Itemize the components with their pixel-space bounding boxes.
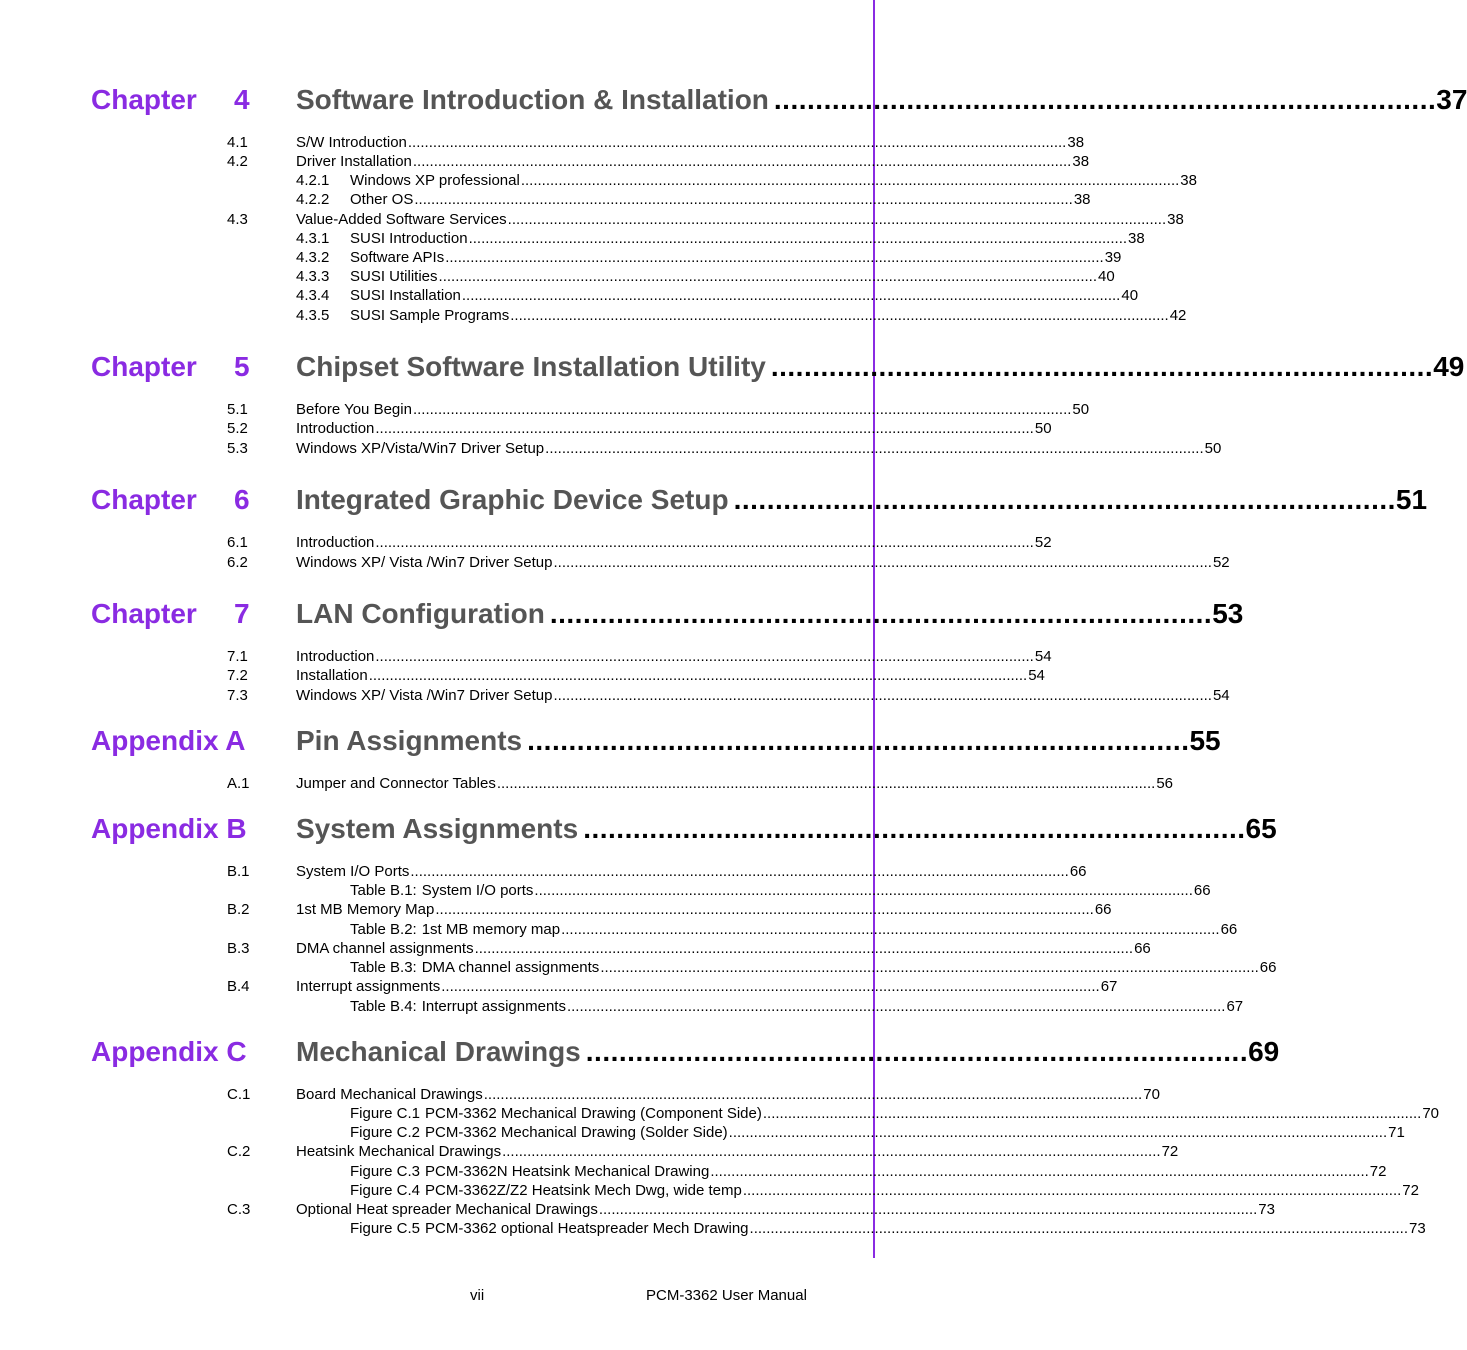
entry-title: PCM-3362 Mechanical Drawing (Component Side): [425, 1105, 762, 1122]
entry-page: 54: [1212, 687, 1230, 704]
entry-page: 38: [1167, 211, 1184, 228]
toc-table-entry[interactable]: Table B.2: 1st MB memory map .............................................................................................................................................................. 66: [350, 921, 1238, 938]
entry-title: SUSI Utilities: [350, 268, 438, 285]
entry-title: DMA channel assignments: [296, 940, 474, 957]
entry-page: 50: [1204, 440, 1222, 457]
entry-number: 5.1: [227, 401, 248, 418]
entry-number: 6.2: [227, 554, 248, 571]
entry-title: Introduction: [296, 648, 375, 665]
toc-figure-entry[interactable]: Figure C.1 PCM-3362 Mechanical Drawing (Component Side) .............................................................................................................................................................. 70: [350, 1105, 1440, 1122]
toc-entry[interactable]: 6.1 Introduction .............................................................................................................................................................. 52: [227, 534, 1052, 551]
chapter-title: Mechanical Drawings: [296, 1036, 581, 1067]
entry-page: 50: [1034, 420, 1052, 437]
entry-title: Optional Heat spreader Mechanical Drawings: [296, 1201, 598, 1218]
entry-number: 4.1: [227, 134, 248, 151]
entry-title: System I/O ports: [421, 882, 534, 899]
toc-entry[interactable]: B.2 1st MB Memory Map .............................................................................................................................................................. 66: [227, 901, 1112, 918]
chapter-number: 6: [234, 484, 250, 515]
toc-table-entry[interactable]: Table B.1: System I/O ports .............................................................................................................................................................. 66: [350, 882, 1211, 899]
toc-figure-entry[interactable]: Figure C.5 PCM-3362 optional Heatspreader Mech Drawing .............................................................................................................................................................. 73: [350, 1220, 1426, 1237]
entry-page: 40: [1098, 268, 1115, 285]
caption-label: Figure C.5: [350, 1220, 421, 1237]
entry-page: 71: [1388, 1124, 1405, 1141]
toc-subentry[interactable]: 4.3.4 SUSI Installation .............................................................................................................................................................. 40: [296, 287, 1139, 304]
entry-number: A.1: [227, 775, 250, 792]
entry-page: 73: [1409, 1220, 1426, 1237]
entry-title: Heatsink Mechanical Drawings: [296, 1143, 502, 1160]
entry-page: 73: [1258, 1201, 1275, 1218]
toc-table-entry[interactable]: Table B.3: DMA channel assignments .............................................................................................................................................................. 66: [350, 959, 1277, 976]
entry-title: Introduction: [296, 534, 375, 551]
toc-subentry[interactable]: 4.3.1 SUSI Introduction .............................................................................................................................................................. 38: [296, 230, 1145, 247]
entry-number: 7.2: [227, 667, 248, 684]
entry-page: 66: [1259, 959, 1277, 976]
toc-entry[interactable]: 5.2 Introduction .............................................................................................................................................................. 50: [227, 420, 1052, 437]
entry-page: 72: [1369, 1163, 1387, 1180]
entry-page: 50: [1072, 401, 1090, 418]
entry-title: Interrupt assignments: [296, 978, 441, 995]
caption-label: Table B.4:: [350, 998, 417, 1015]
toc-entry[interactable]: 7.3 Windows XP/ Vista /Win7 Driver Setup .............................................................................................................................................................. 54: [227, 687, 1230, 704]
entry-title: 1st MB memory map: [421, 921, 561, 938]
entry-number: 4.3.1: [296, 230, 330, 247]
entry-page: 38: [1180, 172, 1197, 189]
entry-title: PCM-3362 optional Heatspreader Mech Drawing: [425, 1220, 749, 1237]
chapter-label: Chapter: [91, 484, 197, 515]
chapter-title: Pin Assignments: [296, 725, 523, 756]
chapter-title: Integrated Graphic Device Setup: [296, 484, 729, 515]
entry-title: SUSI Sample Programs: [350, 307, 510, 324]
entry-title: PCM-3362 Mechanical Drawing (Solder Side): [425, 1124, 728, 1141]
entry-title: 1st MB Memory Map: [296, 901, 435, 918]
entry-number: 5.3: [227, 440, 248, 457]
chapter-label: Chapter: [91, 351, 197, 382]
entry-page: 67: [1100, 978, 1118, 995]
chapter-page: 49: [1433, 351, 1465, 382]
entry-page: 66: [1094, 901, 1112, 918]
chapter-page: 37: [1436, 84, 1467, 115]
entry-number: B.3: [227, 940, 250, 957]
entry-title: SUSI Installation: [350, 287, 461, 304]
entry-title: Windows XP/Vista/Win7 Driver Setup: [296, 440, 545, 457]
toc-entry[interactable]: C.2 Heatsink Mechanical Drawings .............................................................................................................................................................. 72: [227, 1143, 1179, 1160]
toc-entry[interactable]: 7.1 Introduction .............................................................................................................................................................. 54: [227, 648, 1052, 665]
entry-page: 66: [1069, 863, 1087, 880]
caption-label: Figure C.2: [350, 1124, 421, 1141]
entry-number: C.3: [227, 1201, 251, 1218]
entry-title: Other OS: [350, 191, 414, 208]
toc-entry[interactable]: 4.3 Value-Added Software Services .............................................................................................................................................................. 38: [227, 211, 1184, 228]
entry-page: 40: [1121, 287, 1139, 304]
entry-title: Board Mechanical Drawings: [296, 1086, 483, 1103]
entry-number: C.2: [227, 1143, 251, 1160]
footer-manual-title: PCM-3362 User Manual: [646, 1287, 807, 1304]
entry-page: 72: [1161, 1143, 1179, 1160]
entry-number: C.1: [227, 1086, 251, 1103]
toc-subentry[interactable]: 4.2.1 Windows XP professional .............................................................................................................................................................. 38: [296, 172, 1197, 189]
entry-title: Interrupt assignments: [421, 998, 566, 1015]
toc-figure-entry[interactable]: Figure C.4 PCM-3362Z/Z2 Heatsink Mech Dwg, wide temp .............................................................................................................................................................. 72: [350, 1182, 1419, 1199]
entry-title: Jumper and Connector Tables: [296, 775, 496, 792]
toc-subentry[interactable]: 4.2.2 Other OS .............................................................................................................................................................. 38: [296, 191, 1091, 208]
entry-number: B.2: [227, 901, 250, 918]
entry-page: 67: [1226, 998, 1244, 1015]
chapter-title: System Assignments: [296, 813, 579, 844]
entry-title: Introduction: [296, 420, 375, 437]
entry-number: 7.1: [227, 648, 248, 665]
chapter-page: 69: [1248, 1036, 1280, 1067]
toc-figure-entry[interactable]: Figure C.3 PCM-3362N Heatsink Mechanical Drawing .............................................................................................................................................................. 72: [350, 1163, 1387, 1180]
entry-number: 4.3.5: [296, 307, 330, 324]
entry-title: SUSI Introduction: [350, 230, 468, 247]
entry-page: 70: [1422, 1105, 1440, 1122]
entry-page: 38: [1073, 191, 1091, 208]
entry-title: Before You Begin: [296, 401, 412, 418]
entry-page: 70: [1143, 1086, 1160, 1103]
chapter-number: 7: [234, 598, 250, 629]
toc-entry[interactable]: 4.1 S/W Introduction .............................................................................................................................................................. 38: [227, 134, 1085, 151]
chapter-page: 65: [1245, 813, 1277, 844]
chapter-title: Software Introduction & Installation: [296, 84, 769, 115]
entry-title: Windows XP professional: [350, 172, 520, 189]
caption-label: Figure C.4: [350, 1182, 421, 1199]
entry-page: 54: [1034, 648, 1052, 665]
caption-label: Figure C.1: [350, 1105, 421, 1122]
entry-page: 52: [1212, 554, 1230, 571]
entry-page: 56: [1156, 775, 1173, 792]
entry-page: 38: [1072, 153, 1090, 170]
caption-label: Table B.2:: [350, 921, 417, 938]
entry-title: Value-Added Software Services: [296, 211, 507, 228]
entry-page: 39: [1104, 249, 1122, 266]
caption-label: Table B.3:: [350, 959, 417, 976]
chapter-number: 5: [234, 351, 250, 382]
toc-subentry[interactable]: 4.3.2 Software APIs .............................................................................................................................................................. 39: [296, 249, 1122, 266]
entry-title: S/W Introduction: [296, 134, 407, 151]
entry-title: DMA channel assignments: [421, 959, 600, 976]
toc-entry[interactable]: 6.2 Windows XP/ Vista /Win7 Driver Setup .............................................................................................................................................................. 52: [227, 554, 1230, 571]
chapter-page: 55: [1189, 725, 1221, 756]
entry-number: 4.3.3: [296, 268, 330, 285]
entry-title: System I/O Ports: [296, 863, 410, 880]
toc-entry[interactable]: 5.3 Windows XP/Vista/Win7 Driver Setup .............................................................................................................................................................. 50: [227, 440, 1222, 457]
entry-page: 72: [1402, 1182, 1419, 1199]
chapter-label: Appendix C: [91, 1036, 247, 1067]
toc-entry[interactable]: B.3 DMA channel assignments .............................................................................................................................................................. 66: [227, 940, 1151, 957]
entry-number: 4.3.4: [296, 287, 330, 304]
toc-chapter-heading[interactable]: Chapter 5 Chipset Software Installation Utility ................................................................................ 49: [91, 351, 1465, 382]
entry-page: 42: [1169, 307, 1187, 324]
entry-number: 5.2: [227, 420, 248, 437]
chapter-label: Chapter: [91, 84, 197, 115]
toc-entry[interactable]: C.1 Board Mechanical Drawings .............................................................................................................................................................. 70: [227, 1086, 1160, 1103]
chapter-page: 51: [1395, 484, 1428, 515]
toc-entry[interactable]: B.4 Interrupt assignments .............................................................................................................................................................. 67: [227, 978, 1118, 995]
entry-title: Windows XP/ Vista /Win7 Driver Setup: [296, 687, 553, 704]
chapter-title: Chipset Software Installation Utility: [296, 351, 766, 382]
entry-number: 4.3.2: [296, 249, 330, 266]
toc-entry[interactable]: A.1 Jumper and Connector Tables .............................................................................................................................................................. 56: [227, 775, 1173, 792]
caption-label: Table B.1:: [350, 882, 417, 899]
entry-page: 38: [1067, 134, 1085, 151]
toc-entry[interactable]: 7.2 Installation .............................................................................................................................................................. 54: [227, 667, 1045, 684]
toc-entry[interactable]: 4.2 Driver Installation .............................................................................................................................................................. 38: [227, 153, 1090, 170]
entry-title: Windows XP/ Vista /Win7 Driver Setup: [296, 554, 553, 571]
caption-label: Figure C.3: [350, 1163, 421, 1180]
entry-page: 66: [1134, 940, 1151, 957]
entry-title: Driver Installation: [296, 153, 412, 170]
toc-chapter-heading[interactable]: Chapter 7 LAN Configuration ................................................................................ 53: [91, 598, 1244, 629]
entry-number: 4.2.1: [296, 172, 330, 189]
entry-number: 4.2.2: [296, 191, 330, 208]
entry-number: 4.3: [227, 211, 248, 228]
toc-entry[interactable]: C.3 Optional Heat spreader Mechanical Drawings .............................................................................................................................................................. 73: [227, 1201, 1275, 1218]
chapter-number: 4: [234, 84, 250, 115]
toc-subentry[interactable]: 4.3.3 SUSI Utilities .............................................................................................................................................................. 40: [296, 268, 1115, 285]
toc-entry[interactable]: B.1 System I/O Ports .............................................................................................................................................................. 66: [227, 863, 1087, 880]
toc-chapter-heading[interactable]: Chapter 6 Integrated Graphic Device Setup ................................................................................ 51: [91, 484, 1428, 515]
entry-page: 54: [1028, 667, 1045, 684]
chapter-page: 53: [1212, 598, 1244, 629]
toc-appendix-heading[interactable]: Appendix C Mechanical Drawings ................................................................................ 69: [91, 1036, 1280, 1067]
entry-number: 6.1: [227, 534, 248, 551]
entry-number: 4.2: [227, 153, 248, 170]
chapter-label: Appendix A: [91, 725, 246, 756]
chapter-title: LAN Configuration: [296, 598, 545, 629]
chapter-label: Chapter: [91, 598, 197, 629]
toc-appendix-heading[interactable]: Appendix B System Assignments ................................................................................ 65: [91, 813, 1277, 844]
toc-figure-entry[interactable]: Figure C.2 PCM-3362 Mechanical Drawing (Solder Side) .............................................................................................................................................................. 71: [350, 1124, 1405, 1141]
chapter-label: Appendix B: [91, 813, 247, 844]
entry-number: B.4: [227, 978, 250, 995]
entry-title: Software APIs: [350, 249, 445, 266]
entry-number: B.1: [227, 863, 250, 880]
entry-page: 52: [1034, 534, 1052, 551]
entry-page: 38: [1128, 230, 1145, 247]
entry-title: Installation: [296, 667, 368, 684]
entry-number: 7.3: [227, 687, 248, 704]
entry-title: PCM-3362Z/Z2 Heatsink Mech Dwg, wide temp: [425, 1182, 742, 1199]
footer-page-number: vii: [470, 1287, 485, 1304]
toc-table-entry[interactable]: Table B.4: Interrupt assignments .............................................................................................................................................................. 67: [350, 998, 1244, 1015]
entry-page: 66: [1220, 921, 1238, 938]
entry-title: PCM-3362N Heatsink Mechanical Drawing: [425, 1163, 710, 1180]
entry-page: 66: [1193, 882, 1211, 899]
toc-entry[interactable]: 5.1 Before You Begin .............................................................................................................................................................. 50: [227, 401, 1090, 418]
toc-appendix-heading[interactable]: Appendix A Pin Assignments ................................................................................ 55: [91, 725, 1221, 756]
toc-chapter-heading[interactable]: Chapter 4 Software Introduction & Installation ................................................................................ 37: [91, 84, 1467, 115]
toc-subentry[interactable]: 4.3.5 SUSI Sample Programs .............................................................................................................................................................. 42: [296, 307, 1187, 324]
